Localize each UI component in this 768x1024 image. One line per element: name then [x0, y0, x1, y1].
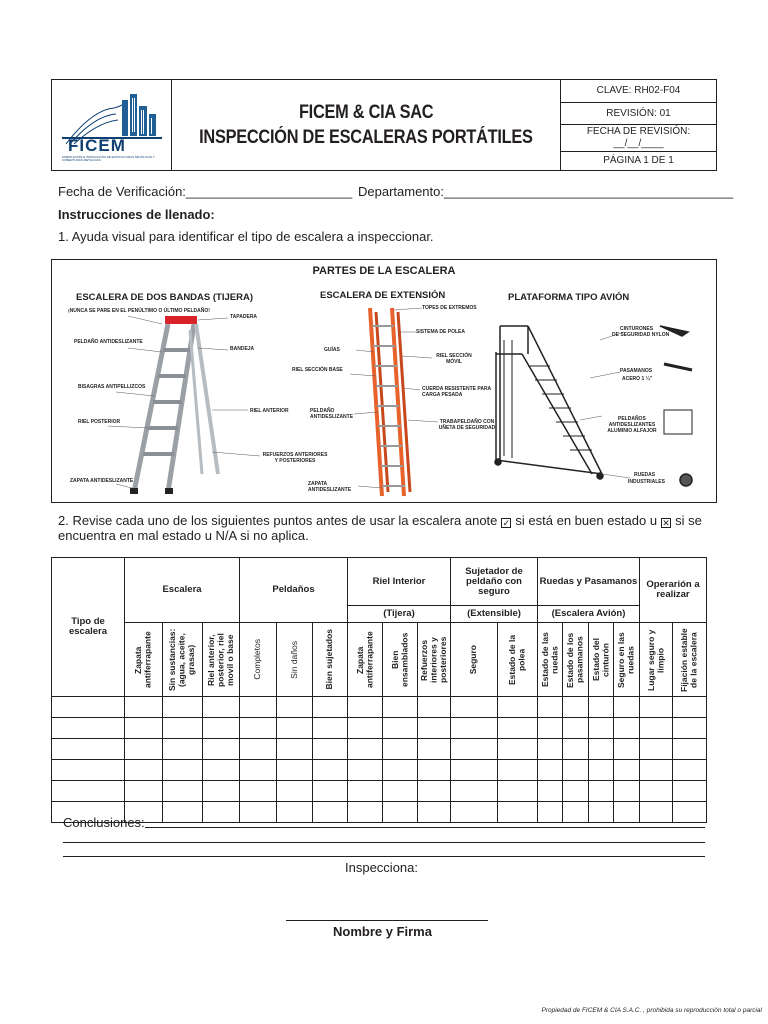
label-zapata-ext: ZAPATA ANTIDESLIZANTE — [308, 481, 352, 493]
sub-avion: (Escalera Avión) — [538, 606, 640, 623]
group-ruedas: Ruedas y Pasamanos — [538, 558, 640, 606]
conclusions-line-2[interactable] — [63, 842, 705, 843]
table-cell[interactable] — [277, 697, 313, 718]
inspector-label: Inspecciona: — [345, 860, 418, 875]
label-peldano-ext: PELDAÑO ANTIDESLIZANTE — [310, 408, 354, 420]
col-header-label: Refuerzos interiores y posteriores — [418, 636, 448, 683]
label-cinturones: CINTURONES — [620, 326, 654, 332]
avion-title: PLATAFORMA TIPO AVIÓN — [508, 292, 630, 303]
col-header-label: Bien sujetados — [324, 629, 335, 690]
table-cell[interactable] — [240, 802, 277, 823]
check-good-icon: ✓ — [502, 518, 511, 528]
table-cell[interactable] — [348, 697, 383, 718]
table-cell[interactable] — [125, 718, 163, 739]
col-header-11 — [498, 623, 538, 697]
signature-line[interactable] — [286, 920, 488, 921]
group-riel-interior: Riel Interior — [348, 558, 451, 606]
table-cell[interactable] — [203, 739, 240, 760]
table-cell[interactable] — [538, 781, 563, 802]
table-cell[interactable] — [125, 697, 163, 718]
table-cell[interactable] — [277, 802, 313, 823]
label-tapadera: TAPADERA — [230, 314, 258, 320]
table-cell[interactable] — [673, 760, 707, 781]
table-cell[interactable] — [538, 697, 563, 718]
table-cell[interactable] — [163, 739, 203, 760]
table-cell[interactable] — [383, 718, 418, 739]
table-cell[interactable] — [125, 739, 163, 760]
table-cell[interactable] — [163, 697, 203, 718]
tijera-title: ESCALERA DE DOS BANDAS (TIJERA) — [76, 292, 253, 303]
table-cell[interactable] — [348, 760, 383, 781]
table-cell[interactable] — [203, 781, 240, 802]
table-cell[interactable] — [589, 802, 614, 823]
col-header-5 — [277, 623, 313, 697]
table-row — [52, 718, 707, 739]
table-cell[interactable] — [451, 697, 498, 718]
table-cell[interactable] — [589, 739, 614, 760]
table-cell[interactable] — [563, 739, 589, 760]
title-block — [172, 80, 561, 170]
table-cell[interactable] — [383, 697, 418, 718]
col-header-label: Completos — [252, 639, 263, 680]
table-cell[interactable] — [240, 781, 277, 802]
table-cell[interactable] — [673, 802, 707, 823]
table-cell[interactable] — [163, 802, 203, 823]
label-peldano: PELDAÑO ANTIDESLIZANTE — [74, 339, 143, 345]
table-cell[interactable] — [589, 718, 614, 739]
table-cell[interactable] — [614, 697, 640, 718]
col-header-label: Sin daños — [288, 640, 299, 679]
table-cell[interactable] — [418, 802, 451, 823]
table-cell[interactable] — [163, 718, 203, 739]
label-refuerzos: REFUERZOS ANTERIORES Y POSTERIORES — [262, 452, 328, 464]
table-cell[interactable] — [451, 718, 498, 739]
table-cell[interactable] — [52, 760, 125, 781]
extension-title: ESCALERA DE EXTENSIÓN — [320, 290, 446, 301]
table-cell[interactable] — [589, 697, 614, 718]
figure-title: PARTES DE LA ESCALERA — [312, 265, 456, 277]
ladder-illustrations — [52, 260, 718, 504]
col-header-4 — [240, 623, 277, 697]
table-cell[interactable] — [614, 739, 640, 760]
conclusions-label: Conclusiones: — [63, 815, 145, 830]
label-riel-movil: RIEL SECCIÓN MÓVIL — [436, 353, 472, 365]
table-cell[interactable] — [163, 760, 203, 781]
col-header-label: Zapata antiferrapante — [133, 631, 153, 688]
table-cell[interactable] — [563, 781, 589, 802]
table-cell[interactable] — [203, 718, 240, 739]
table-cell[interactable] — [451, 760, 498, 781]
table-cell[interactable] — [640, 697, 673, 718]
document-header — [51, 79, 717, 171]
table-cell[interactable] — [538, 760, 563, 781]
table-cell[interactable] — [203, 697, 240, 718]
table-cell[interactable] — [313, 760, 348, 781]
table-cell[interactable] — [673, 697, 707, 718]
col-header-label: Seguro en las ruedas — [616, 631, 636, 688]
table-cell[interactable] — [640, 802, 673, 823]
table-cell[interactable] — [313, 781, 348, 802]
sub-extensible: (Extensible) — [451, 606, 538, 623]
table-cell[interactable] — [418, 718, 451, 739]
table-cell[interactable] — [240, 739, 277, 760]
department-field[interactable]: Departamento:________________________________________ — [358, 184, 734, 199]
col-header-8 — [383, 623, 418, 697]
col-header-14 — [589, 623, 614, 697]
col-header-17 — [673, 623, 707, 697]
platform-ladder-icon — [495, 326, 692, 486]
company-logo — [52, 80, 172, 170]
table-cell[interactable] — [640, 739, 673, 760]
table-cell[interactable] — [640, 781, 673, 802]
col-header-2 — [163, 623, 203, 697]
table-cell[interactable] — [52, 739, 125, 760]
col-header-7 — [348, 623, 383, 697]
conclusions-line-1[interactable] — [145, 827, 705, 828]
col-header-label: Fijación estable de la escalera — [679, 627, 699, 692]
table-cell[interactable] — [348, 781, 383, 802]
company-name: FICEM & CIA SAC — [298, 102, 434, 123]
document-control — [561, 80, 716, 170]
table-row — [52, 802, 707, 823]
col-header-label: Estado de las ruedas — [539, 632, 559, 687]
table-cell[interactable] — [498, 760, 538, 781]
table-cell[interactable] — [348, 718, 383, 739]
table-cell[interactable] — [563, 697, 589, 718]
label-topes: TOPES DE EXTREMOS — [422, 305, 477, 311]
label-pasamanos: PASAMANOS — [620, 368, 653, 374]
table-cell[interactable] — [313, 697, 348, 718]
table-row — [52, 697, 707, 718]
label-peldanos-avion: PELDAÑOS — [618, 416, 646, 422]
table-cell[interactable] — [240, 718, 277, 739]
label-ruedas-sub: INDUSTRIALES — [628, 479, 665, 485]
col-header-label: Sin sustancias: (agua, aceite, grasas) — [167, 628, 197, 691]
col-header-6 — [313, 623, 348, 697]
label-nunca: ¡NUNCA SE PARE EN EL PENÚLTIMO O ÚLTIMO PELDAÑO! — [68, 308, 210, 314]
col-header-10 — [451, 623, 498, 697]
label-guias: GUÍAS — [324, 347, 340, 353]
table-cell[interactable] — [383, 739, 418, 760]
step-2-text — [58, 513, 702, 528]
table-cell[interactable] — [418, 760, 451, 781]
signature-caption: Nombre y Firma — [333, 924, 432, 939]
doc-revision-date — [561, 125, 716, 152]
doc-code: CLAVE: RH02-F04 — [561, 80, 716, 103]
table-cell[interactable] — [538, 802, 563, 823]
table-cell[interactable] — [451, 781, 498, 802]
col-header-label: Riel anterior, posterior, riel movil o base — [205, 632, 235, 687]
table-cell[interactable] — [563, 802, 589, 823]
extension-ladder-icon — [350, 308, 438, 496]
group-escalera: Escalera — [125, 558, 240, 623]
table-cell[interactable] — [383, 781, 418, 802]
table-cell[interactable] — [673, 781, 707, 802]
table-cell[interactable] — [52, 781, 125, 802]
step-2-text-cont: encuentra en mal estado u N/A si no aplica. — [58, 528, 309, 543]
col-header-label: Estado del cinturón — [590, 638, 610, 681]
col-header-label: Lugar seguro y limpio — [645, 628, 665, 691]
table-cell[interactable] — [313, 802, 348, 823]
table-row — [52, 739, 707, 760]
verification-date-field[interactable]: Fecha de Verificación:_______________________ — [58, 184, 353, 199]
table-cell[interactable] — [348, 802, 383, 823]
table-cell[interactable] — [498, 802, 538, 823]
table-cell[interactable] — [52, 697, 125, 718]
doc-page: PÁGINA 1 DE 1 — [603, 155, 674, 166]
table-cell[interactable] — [418, 697, 451, 718]
table-cell[interactable] — [640, 760, 673, 781]
label-cinturones-sub: DE SEGURIDAD NYLON — [612, 332, 670, 338]
col-header-9 — [418, 623, 451, 697]
table-cell[interactable] — [125, 781, 163, 802]
table-cell[interactable] — [313, 718, 348, 739]
check-bad-icon: ✕ — [662, 518, 670, 528]
label-trabapeldano: TRABAPELDAÑO CON UÑETA DE SEGURIDAD — [438, 419, 496, 431]
col-header-1 — [125, 623, 163, 697]
table-cell[interactable] — [614, 781, 640, 802]
table-cell[interactable] — [348, 739, 383, 760]
group-operacion: Operarión a realizar — [640, 558, 707, 623]
logo-subtext: FABRICACIÓN E INSTALACIÓN DE ESTRUCTURAS METÁLICAS Y COBERTURAS METÁLICAS — [62, 155, 155, 162]
table-cell[interactable] — [589, 760, 614, 781]
revision-date-value: __/__/____ — [613, 138, 664, 149]
table-cell[interactable] — [203, 760, 240, 781]
table-cell[interactable] — [383, 760, 418, 781]
col-header-15 — [614, 623, 640, 697]
step-2-part-a: 2. Revise cada uno de los siguientes puntos antes de usar la escalera anote — [58, 513, 498, 528]
label-riel-base: RIEL SECCIÓN BASE — [292, 367, 343, 373]
table-row — [52, 760, 707, 781]
table-cell[interactable] — [498, 697, 538, 718]
table-cell[interactable] — [163, 781, 203, 802]
label-cuerda: CUERDA RESISTENTE PARA CARGA PESADA — [422, 386, 491, 398]
col-header-3 — [203, 623, 240, 697]
table-cell[interactable] — [277, 718, 313, 739]
table-cell[interactable] — [52, 718, 125, 739]
table-cell[interactable] — [498, 781, 538, 802]
label-ruedas: RUEDAS — [634, 472, 656, 478]
col-header-16 — [640, 623, 673, 697]
table-cell[interactable] — [203, 802, 240, 823]
conclusions-line-3[interactable] — [63, 856, 705, 857]
table-cell[interactable] — [418, 781, 451, 802]
table-cell[interactable] — [673, 718, 707, 739]
table-cell[interactable] — [640, 718, 673, 739]
table-cell[interactable] — [451, 802, 498, 823]
label-riel-anterior: RIEL ANTERIOR — [250, 408, 289, 414]
table-cell[interactable] — [277, 739, 313, 760]
label-riel-posterior: RIEL POSTERIOR — [78, 419, 121, 425]
table-cell[interactable] — [125, 760, 163, 781]
table-cell[interactable] — [383, 802, 418, 823]
col-header-label: Estado de los pasamanos — [565, 631, 585, 688]
table-cell[interactable] — [614, 760, 640, 781]
table-cell[interactable] — [240, 697, 277, 718]
table-cell[interactable] — [277, 760, 313, 781]
col-header-12 — [538, 623, 563, 697]
table-cell[interactable] — [538, 739, 563, 760]
copyright-footer: Propiedad de FICEM & CIA S.A.C. , prohibida su reproducción total o parcial — [541, 1007, 762, 1014]
sub-tijera: (Tijera) — [348, 606, 451, 623]
col-header-label: Bien ensamblados — [389, 632, 409, 687]
doc-revision: REVISIÓN: 01 — [561, 103, 716, 125]
inspection-table — [51, 557, 707, 823]
step-2-part-b: si está en buen estado u — [515, 513, 658, 528]
table-cell[interactable] — [240, 760, 277, 781]
step-2-part-c: si se — [675, 513, 702, 528]
table-cell[interactable] — [451, 739, 498, 760]
instructions-heading: Instrucciones de llenado: — [58, 207, 215, 222]
col-header-label: Zapata antiferrapante — [354, 631, 374, 688]
table-cell[interactable] — [563, 718, 589, 739]
table-cell[interactable] — [673, 739, 707, 760]
label-peldanos-sub: ANTIDESLIZANTES ALUMINIO ALFAJOR — [607, 422, 657, 434]
table-cell[interactable] — [498, 739, 538, 760]
group-peldanos: Peldaños — [240, 558, 348, 623]
group-sujetador: Sujetador de peldaño con seguro — [451, 558, 538, 606]
label-polea: SISTEMA DE POLEA — [416, 329, 465, 335]
form-title: INSPECCIÓN DE ESCALERAS PORTÁTILES — [199, 127, 533, 148]
ladder-parts-figure — [51, 259, 717, 503]
table-cell[interactable] — [277, 781, 313, 802]
table-cell[interactable] — [538, 718, 563, 739]
label-bisagras: BISAGRAS ANTIPELLIZCOS — [78, 384, 146, 390]
table-cell[interactable] — [563, 760, 589, 781]
table-row — [52, 781, 707, 802]
revision-date-label: FECHA DE REVISIÓN: — [586, 126, 691, 137]
table-cell[interactable] — [498, 718, 538, 739]
table-cell[interactable] — [418, 739, 451, 760]
col-tipo-escalera: Tipo de escalera — [52, 558, 125, 697]
label-zapata: ZAPATA ANTIDESLIZANTE — [70, 478, 134, 484]
table-cell[interactable] — [313, 739, 348, 760]
table-cell[interactable] — [614, 718, 640, 739]
col-header-label: Estado de la polea — [507, 634, 527, 685]
col-header-13 — [563, 623, 589, 697]
step-1-text: 1. Ayuda visual para identificar el tipo de escalera a inspeccionar. — [58, 229, 434, 244]
label-pasamanos-sub: ACERO 1 ¼" — [622, 376, 653, 382]
col-header-label: Seguro — [468, 644, 479, 675]
table-cell[interactable] — [614, 802, 640, 823]
table-cell[interactable] — [589, 781, 614, 802]
logo-wordmark: FICEM — [68, 136, 126, 155]
label-bandeja: BANDEJA — [230, 346, 255, 352]
